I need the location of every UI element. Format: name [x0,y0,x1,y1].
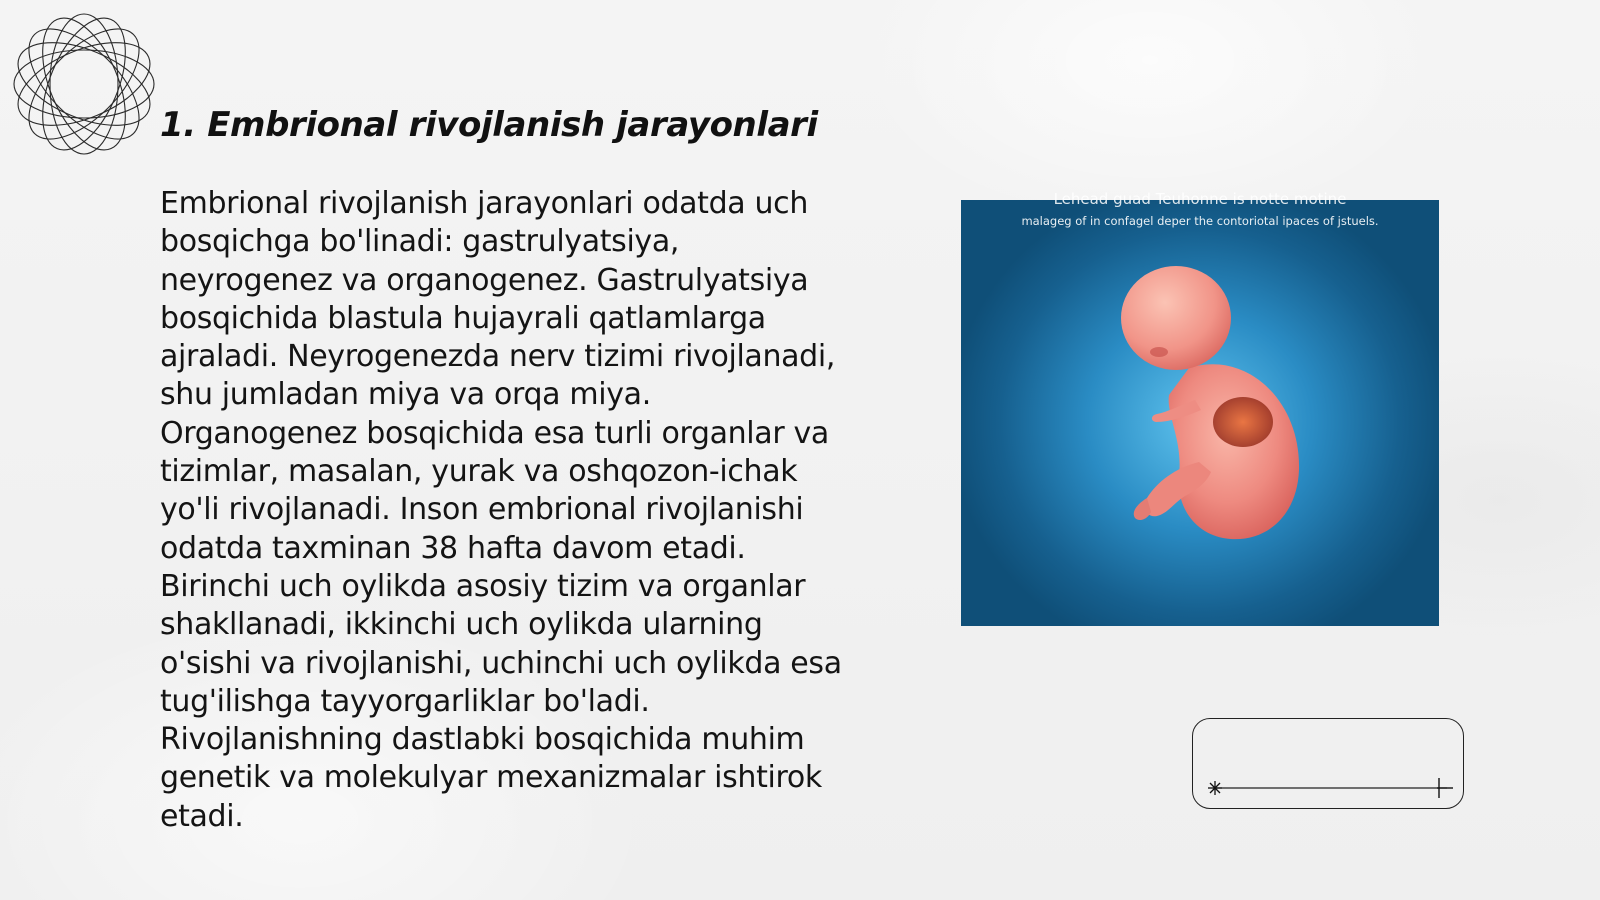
image-caption-sub: malageg of in confagel deper the contoriotal ipaces of jstuels. [1021,214,1379,228]
spark-icon [1208,781,1222,795]
slide-body-text: Embrional rivojlanish jarayonlari odatda uch bosqichga bo'linadi: gastrulyatsiya, neyrogenez va organogenez. Gastrulyatsiya bosqichida blastula hujayrali qatlamlarga ajraladi. Neyrogenezda nerv tizimi rivojlanadi, shu jumladan miya va orqa miya. Organogenez bosqichida esa turli organlar va tizimlar, masalan, yurak va oshqozon-ichak yo'li rivojlanadi. Inson embrional rivojlanishi odatda taxminan 38 hafta davom etadi. Birinchi uch oylikda asosiy tizim va organlar shakllanadi, ikkinchi uch oylikda ularning o'sishi va rivojlanishi, uchinchi uch oylikda esa tug'ilishga tayyorgarliklar bo'ladi. Rivojlanishning dastlabki bosqichida muhim genetik va molekulyar mexanizmalar ishtirok etadi. [160,186,842,834]
rosette-ornament-icon [10,10,158,158]
embryo-image [961,190,1439,626]
cross-icon [1437,778,1453,798]
decorative-frame [1192,718,1464,809]
image-caption-top: Lehead guad Teuhonne is notte motine [1053,190,1347,208]
embryo-illustration [961,200,1439,626]
slide-title: 1. Embrional rivojlanish jarayonlari [160,105,818,145]
decorative-line [1193,719,1465,810]
